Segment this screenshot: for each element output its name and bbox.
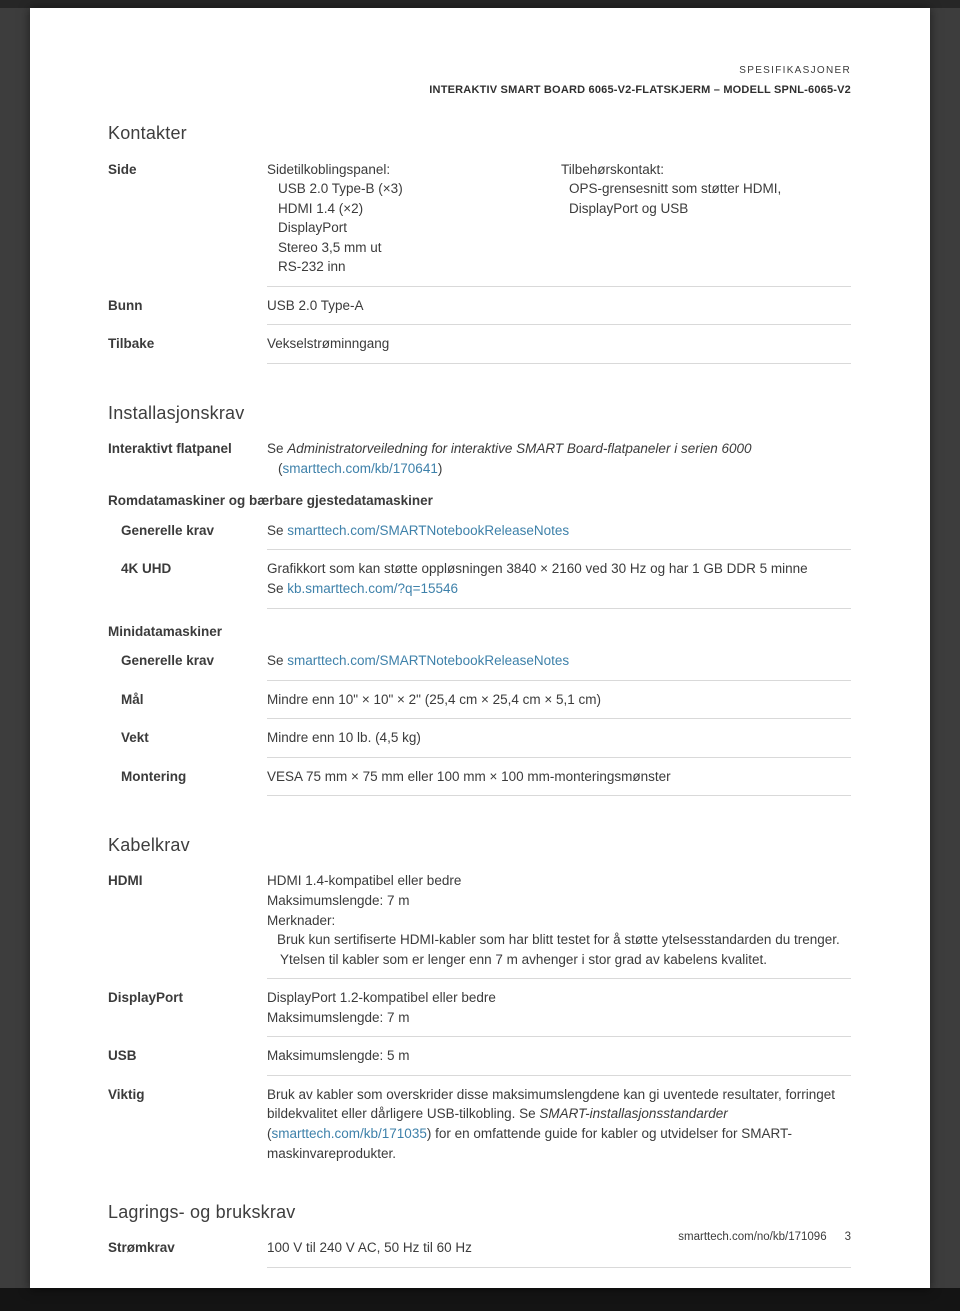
row-label-bunn: Bunn bbox=[108, 297, 143, 313]
row-label-maal: Mål bbox=[121, 691, 144, 707]
viktig-standard-title: SMART-installasjonsstandarder bbox=[539, 1106, 728, 1122]
row-value-4k-uhd bbox=[267, 550, 851, 608]
spec-row-side bbox=[108, 151, 851, 287]
row-value-usb: Maksimumslengde: 5 m bbox=[267, 1037, 851, 1076]
row-value-vekt: Mindre enn 10 lb. (4,5 kg) bbox=[267, 719, 851, 758]
displayport-line1: DisplayPort 1.2-kompatibel eller bedre bbox=[267, 990, 496, 1006]
section-title-installasjonskrav: Installasjonskrav bbox=[108, 403, 245, 424]
row-value-maal: Mindre enn 10" × 10" × 2" (25,4 cm × 25,4 cm × 5,1 cm) bbox=[267, 681, 851, 720]
hdmi-note2: Ytelsen til kabler som er lenger enn 7 m avhenger i stor grad av kabelens kvalitet. bbox=[280, 951, 768, 967]
side-panel-item: RS-232 inn bbox=[278, 259, 346, 275]
se-prefix: Se bbox=[267, 653, 288, 669]
spec-row-4k-uhd bbox=[108, 550, 851, 608]
row-label-hdmi: HDMI bbox=[108, 873, 143, 889]
kb-170641-link[interactable]: smarttech.com/kb/170641 bbox=[282, 460, 438, 476]
viewer-top-strip bbox=[0, 0, 960, 8]
side-panel-item: DisplayPort bbox=[278, 220, 348, 236]
side-panel-heading: Sidetilkoblingspanel: bbox=[267, 161, 391, 177]
row-label-rom-generelle: Generelle krav bbox=[121, 522, 215, 538]
doc-title: INTERAKTIV SMART BOARD 6065-V2-FLATSKJERM – MODELL SPNL-6065-V2 bbox=[429, 83, 851, 96]
uhd-line1: Grafikkort som kan støtte oppløsningen 3840 × 2160 ved 30 Hz og har 1 GB DDR 5 minne bbox=[267, 561, 808, 577]
viktig-text1: Bruk av kabler som overskrider disse maksimumslengdene kan gi uventede resultater, forringet bildekvalitet eller dårligere USB-tilkobling. Se bbox=[267, 1086, 836, 1122]
row-value-flatpanel bbox=[267, 430, 851, 478]
se-prefix: Se bbox=[267, 522, 288, 538]
spec-row-flatpanel bbox=[108, 430, 851, 478]
accessory-cell bbox=[561, 160, 851, 277]
hdmi-note1: Bruk kun sertifiserte HDMI-kabler som har blitt testet for å støtte ytelsesstandarden du trenger. bbox=[277, 932, 840, 948]
viktig-text3: ) for en omfattende guide for kabler og utvidelser for SMART-maskinvareprodukter. bbox=[267, 1126, 793, 1161]
footer-page-number: 3 bbox=[844, 1231, 851, 1244]
row-value-hdmi bbox=[267, 862, 851, 979]
row-label-mini-generelle: Generelle krav bbox=[121, 653, 215, 669]
spec-row-mini-generelle bbox=[108, 642, 851, 681]
side-panel-cell bbox=[267, 160, 561, 277]
row-value-mini-generelle bbox=[267, 642, 851, 681]
row-value-tilbake: Vekselstrøminngang bbox=[267, 325, 851, 364]
row-value-viktig bbox=[267, 1076, 851, 1163]
spec-row-viktig bbox=[108, 1076, 851, 1163]
kb-15546-link[interactable]: kb.smarttech.com/?q=15546 bbox=[287, 580, 458, 596]
row-label-displayport: DisplayPort bbox=[108, 990, 184, 1006]
spec-row-rom-generelle bbox=[108, 512, 851, 551]
viktig-text2: ( bbox=[267, 1126, 272, 1142]
row-label-vekt: Vekt bbox=[121, 730, 149, 746]
spec-row-maal bbox=[108, 681, 851, 720]
row-label-stromkrav: Strømkrav bbox=[108, 1240, 175, 1256]
side-panel-item: Stereo 3,5 mm ut bbox=[278, 239, 382, 255]
spec-row-vekt bbox=[108, 719, 851, 758]
row-value-montering: VESA 75 mm × 75 mm eller 100 mm × 100 mm-monteringsmønster bbox=[267, 758, 851, 797]
accessory-text: OPS-grensesnitt som støtter HDMI, DisplayPort og USB bbox=[569, 181, 782, 216]
document-page bbox=[30, 8, 930, 1288]
displayport-line2: Maksimumslengde: 7 m bbox=[267, 1009, 410, 1025]
release-notes-link[interactable]: smarttech.com/SMARTNotebookReleaseNotes bbox=[287, 653, 570, 669]
document-footer bbox=[678, 1229, 851, 1246]
kb-171035-link[interactable]: smarttech.com/kb/171035 bbox=[271, 1126, 427, 1142]
row-label-flatpanel: Interaktivt flatpanel bbox=[108, 441, 232, 457]
flatpanel-prefix: Se bbox=[267, 441, 288, 457]
row-label-side: Side bbox=[108, 161, 137, 177]
row-value-rom-generelle bbox=[267, 512, 851, 551]
hdmi-line1: HDMI 1.4-kompatibel eller bedre bbox=[267, 873, 462, 889]
doc-type-label: SPESIFIKASJONER bbox=[739, 65, 851, 76]
section-title-kabelkrav: Kabelkrav bbox=[108, 835, 190, 856]
row-value-displayport bbox=[267, 979, 851, 1037]
uhd-line2 bbox=[267, 579, 851, 599]
release-notes-link[interactable]: smarttech.com/SMARTNotebookReleaseNotes bbox=[287, 522, 570, 538]
side-panel-item: HDMI 1.4 (×2) bbox=[278, 200, 364, 216]
row-label-montering: Montering bbox=[121, 768, 187, 784]
section-title-kontakter: Kontakter bbox=[108, 123, 187, 144]
spec-row-hdmi bbox=[108, 862, 851, 979]
row-value-bunn: USB 2.0 Type-A bbox=[267, 287, 851, 326]
spec-row-bunn bbox=[108, 287, 851, 326]
spec-row-montering bbox=[108, 758, 851, 797]
hdmi-line3: Merknader: bbox=[267, 912, 336, 928]
hdmi-line2: Maksimumslengde: 7 m bbox=[267, 892, 410, 908]
document-header bbox=[108, 64, 851, 98]
spec-row-usb bbox=[108, 1037, 851, 1076]
flatpanel-guide-title: Administratorveiledning for interaktive SMART Board-flatpaneler i serien 6000 bbox=[287, 441, 752, 457]
spec-row-displayport bbox=[108, 979, 851, 1037]
accessory-heading: Tilbehørskontakt: bbox=[561, 161, 665, 177]
paren-close: ) bbox=[437, 460, 443, 476]
section-title-lagring: Lagrings- og brukskrav bbox=[108, 1202, 296, 1223]
se-prefix: Se bbox=[267, 580, 288, 596]
row-value-stromkrav: 100 V til 240 V AC, 50 Hz til 60 Hz bbox=[267, 1229, 851, 1268]
row-label-4k-uhd: 4K UHD bbox=[121, 561, 172, 577]
side-panel-item: USB 2.0 Type-B (×3) bbox=[278, 181, 403, 197]
footer-url: smarttech.com/no/kb/171096 bbox=[678, 1231, 827, 1244]
row-label-tilbake: Tilbake bbox=[108, 336, 155, 352]
row-label-viktig: Viktig bbox=[108, 1086, 145, 1102]
flatpanel-line2 bbox=[267, 459, 851, 479]
paren-open: ( bbox=[278, 460, 283, 476]
spec-row-tilbake bbox=[108, 325, 851, 364]
subheading-minidatamaskiner: Minidatamaskiner bbox=[108, 623, 223, 639]
row-value-side bbox=[267, 151, 851, 287]
viewer-bottom-strip bbox=[0, 1288, 960, 1311]
subheading-romdatamaskiner: Romdatamaskiner og bærbare gjestedatamaskiner bbox=[108, 493, 433, 509]
row-label-usb: USB bbox=[108, 1048, 137, 1064]
flatpanel-line1 bbox=[267, 439, 851, 459]
